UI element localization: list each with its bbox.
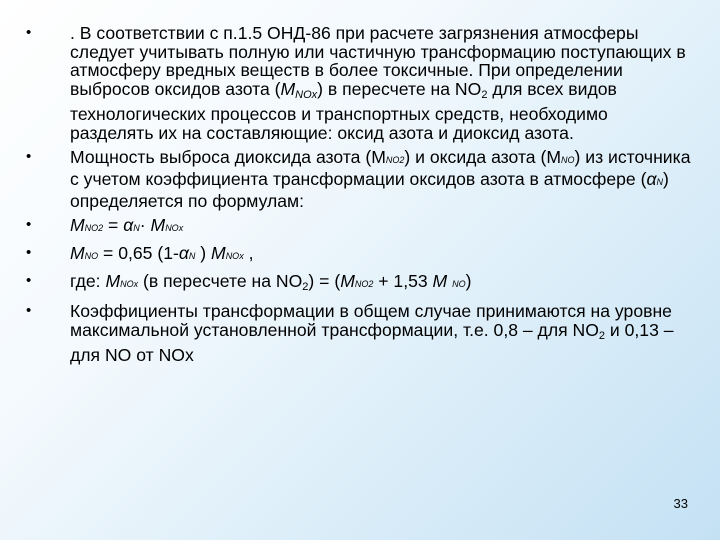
item-text: + 1,53 bbox=[373, 270, 433, 291]
subscript-2: 2 bbox=[598, 330, 606, 343]
item-text: Мощность выброса диоксида азота (M bbox=[70, 147, 386, 168]
bullet-item-formula-no bbox=[22, 244, 692, 266]
subscript-nox: NOx bbox=[120, 278, 139, 289]
item-text: ) в пересчете на NO bbox=[317, 79, 482, 100]
subscript-nox: NOx bbox=[295, 89, 318, 102]
symbol-alpha: α bbox=[646, 168, 657, 189]
item-text: ) определяется по формулам: bbox=[70, 168, 669, 211]
item-text: ) из источника с учетом коэффициента трансформации оксидов азота в атмосфере ( bbox=[70, 147, 691, 189]
item-text: , bbox=[243, 243, 254, 264]
bullet-item-coefficients bbox=[22, 302, 692, 364]
subscript-nox: NOx bbox=[165, 223, 184, 234]
item-text: ) bbox=[195, 243, 212, 264]
bullet-item-onda-86 bbox=[22, 24, 692, 142]
bullet-glyph: • bbox=[26, 216, 32, 234]
subscript-no: NO bbox=[452, 278, 466, 289]
item-text: = 0,65 (1- bbox=[98, 243, 179, 264]
symbol-alpha: α bbox=[123, 215, 134, 236]
subscript-no2: NO2 bbox=[385, 155, 405, 166]
item-text: для всех видов технологических процессов и транспортных средств, необходимо разделять их на составляющие: оксид азота и диоксид азота. bbox=[70, 79, 617, 143]
item-text: и 0,13 – для NO от NOx bbox=[70, 320, 674, 365]
subscript-no: NO bbox=[561, 155, 575, 166]
bullet-glyph: • bbox=[26, 271, 32, 289]
subscript-2: 2 bbox=[302, 280, 309, 293]
symbol-m: M bbox=[150, 215, 166, 236]
subscript-n: N bbox=[656, 176, 664, 187]
bullet-glyph: • bbox=[26, 302, 32, 320]
subscript-no: NO bbox=[84, 251, 99, 262]
symbol-m: M bbox=[340, 270, 355, 291]
page-number: 33 bbox=[673, 496, 688, 511]
item-text: · bbox=[139, 215, 151, 236]
subscript-no2: NO2 bbox=[354, 278, 374, 289]
subscript-n: N bbox=[133, 223, 140, 234]
item-text: = bbox=[103, 215, 124, 236]
bullet-list bbox=[22, 24, 692, 365]
subscript-n: N bbox=[188, 251, 196, 262]
symbol-m: M bbox=[70, 215, 85, 236]
subscript-2: 2 bbox=[481, 89, 488, 102]
symbol-alpha: α bbox=[178, 243, 189, 264]
subscript-nox: NOx bbox=[225, 251, 244, 262]
symbol-m: M bbox=[432, 270, 453, 291]
bullet-item-where bbox=[22, 272, 692, 297]
symbol-m: M bbox=[280, 79, 296, 100]
subscript-no2: NO2 bbox=[84, 223, 104, 234]
item-text: (в пересчете на NO bbox=[138, 270, 303, 291]
slide-content bbox=[22, 24, 692, 371]
item-text: Коэффициенты трансформации в общем случае принимаются на уровне максимальной установленной трансформации, т.е. 0,8 – для NO bbox=[70, 301, 672, 341]
bullet-glyph: • bbox=[26, 148, 32, 166]
symbol-m: M bbox=[70, 243, 85, 264]
symbol-m: M bbox=[105, 270, 121, 291]
item-text: где: bbox=[70, 270, 106, 291]
item-text: . В соответствии с п.1.5 ОНД-86 при расчете загрязнения атмосферы следует учитывать полную или частичную трансформацию поступающих в атмосферу вредных веществ в более токсичные. При определении выбросов оксидов азота ( bbox=[70, 23, 686, 100]
item-text: ) и оксида азота (M bbox=[404, 147, 561, 168]
item-text: ) = ( bbox=[308, 270, 341, 291]
bullet-item-formula-no2 bbox=[22, 216, 692, 238]
symbol-m: M bbox=[211, 243, 226, 264]
item-text: ) bbox=[465, 270, 472, 291]
bullet-item-emission-power bbox=[22, 148, 692, 210]
bullet-glyph: • bbox=[26, 244, 32, 262]
bullet-glyph: • bbox=[26, 24, 32, 41]
